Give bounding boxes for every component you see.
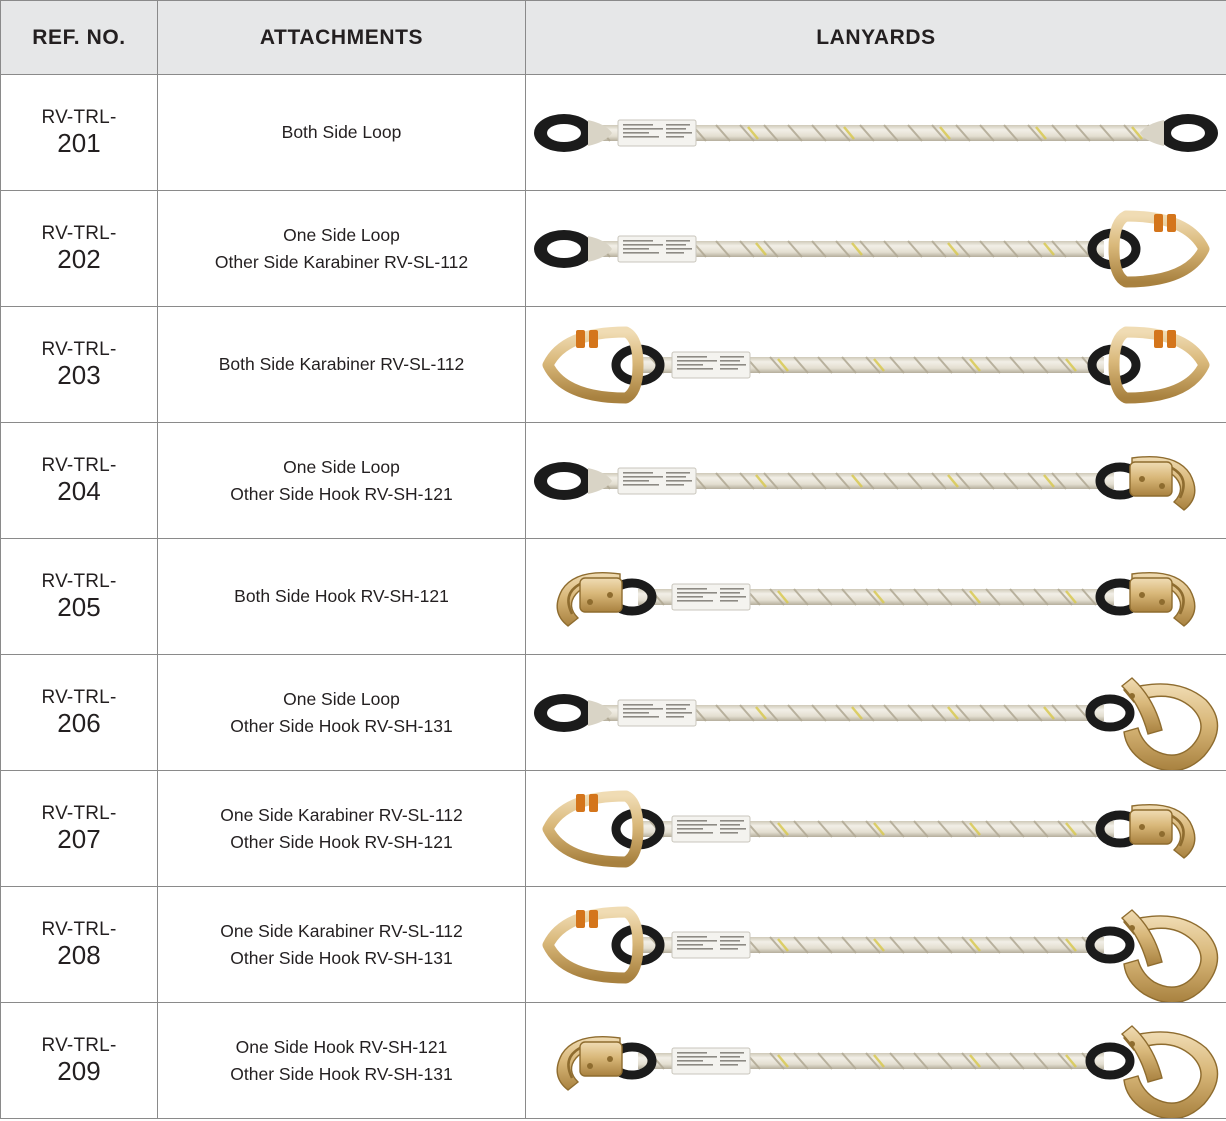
snap-hook-end-right xyxy=(1100,572,1195,625)
table-header xyxy=(1,1,1226,75)
attachment-line: Other Side Hook RV-SH-121 xyxy=(230,483,453,504)
attachments-cell xyxy=(158,191,526,307)
karabiner-end-right xyxy=(1092,214,1204,282)
table-row xyxy=(1,539,1226,655)
snap-hook-end-left xyxy=(557,572,652,625)
loop-end-left xyxy=(534,230,612,268)
column-header-ref-no: REF. NO. xyxy=(1,1,158,75)
ref-number: 205 xyxy=(57,592,101,623)
lanyard-cell xyxy=(526,887,1226,1003)
lanyard-cell xyxy=(526,539,1226,655)
column-header-attachments: ATTACHMENTS xyxy=(158,1,526,75)
ref-no-cell xyxy=(1,75,158,191)
attachment-line: Other Side Hook RV-SH-131 xyxy=(230,1063,453,1084)
ref-number: 209 xyxy=(57,1056,101,1087)
lanyard-both-side-karabiner xyxy=(526,308,1226,422)
attachments-cell xyxy=(158,75,526,191)
scaffold-hook-end-right xyxy=(1090,1026,1218,1118)
scaffold-hook-end-right xyxy=(1090,678,1218,770)
ref-number: 202 xyxy=(57,244,101,275)
snap-hook-end-right xyxy=(1100,456,1195,509)
attachment-line: Other Side Karabiner RV-SL-112 xyxy=(214,251,469,272)
attachment-line: One Side Karabiner RV-SL-112 xyxy=(220,921,463,942)
ref-prefix: RV-TRL- xyxy=(41,106,117,128)
lanyard-both-side-snaphook xyxy=(526,540,1226,654)
table-header-row xyxy=(1,1,1226,75)
lanyard-cell xyxy=(526,75,1226,191)
snap-hook-end-left xyxy=(557,1036,652,1089)
lanyard-cell xyxy=(526,655,1226,771)
attachments-cell xyxy=(158,539,526,655)
attachment-line: Both Side Hook RV-SH-121 xyxy=(234,586,449,607)
ref-prefix: RV-TRL- xyxy=(41,918,117,940)
lanyard-cell xyxy=(526,307,1226,423)
lanyard-karabiner-snaphook xyxy=(526,772,1226,886)
attachments-cell xyxy=(158,423,526,539)
loop-end-left xyxy=(534,462,612,500)
karabiner-end-left xyxy=(548,910,660,978)
table-row xyxy=(1,191,1226,307)
attachments-cell xyxy=(158,771,526,887)
lanyard-loop-scaffoldhook xyxy=(526,656,1226,770)
lanyard-karabiner-scaffoldhook xyxy=(526,888,1226,1002)
table-body xyxy=(1,75,1226,1119)
loop-end-left xyxy=(534,694,612,732)
column-header-lanyards: LANYARDS xyxy=(526,1,1226,75)
ref-number: 204 xyxy=(57,476,101,507)
ref-number: 208 xyxy=(57,940,101,971)
table-row xyxy=(1,1003,1226,1119)
scaffold-hook-end-right xyxy=(1090,910,1218,1002)
lanyard-snaphook-scaffoldhook xyxy=(526,1004,1226,1118)
lanyard-loop-karabiner xyxy=(526,192,1226,306)
ref-prefix: RV-TRL- xyxy=(41,222,117,244)
karabiner-end-left xyxy=(548,794,660,862)
karabiner-end-left xyxy=(548,330,660,398)
table-row xyxy=(1,887,1226,1003)
lanyard-cell xyxy=(526,423,1226,539)
attachment-line: Both Side Loop xyxy=(281,122,402,143)
ref-prefix: RV-TRL- xyxy=(41,454,117,476)
attachments-cell xyxy=(158,1003,526,1119)
table-row xyxy=(1,771,1226,887)
ref-no-cell xyxy=(1,887,158,1003)
lanyard-both-side-loop xyxy=(526,76,1226,190)
ref-number: 201 xyxy=(57,128,101,159)
attachment-line: One Side Loop xyxy=(283,225,400,246)
lanyard-cell xyxy=(526,771,1226,887)
loop-end-left xyxy=(534,114,612,152)
ref-no-cell xyxy=(1,1003,158,1119)
ref-prefix: RV-TRL- xyxy=(41,570,117,592)
lanyard-cell xyxy=(526,191,1226,307)
attachment-line: One Side Karabiner RV-SL-112 xyxy=(220,805,463,826)
attachment-line: Other Side Hook RV-SH-131 xyxy=(230,715,453,736)
lanyard-cell xyxy=(526,1003,1226,1119)
attachments-cell xyxy=(158,655,526,771)
ref-prefix: RV-TRL- xyxy=(41,802,117,824)
table-row xyxy=(1,75,1226,191)
attachment-line: Both Side Karabiner RV-SL-112 xyxy=(218,354,465,375)
ref-no-cell xyxy=(1,655,158,771)
attachment-line: Other Side Hook RV-SH-131 xyxy=(230,947,453,968)
attachments-cell xyxy=(158,307,526,423)
ref-number: 206 xyxy=(57,708,101,739)
attachment-line: One Side Hook RV-SH-121 xyxy=(235,1037,448,1058)
ref-prefix: RV-TRL- xyxy=(41,686,117,708)
ref-number: 207 xyxy=(57,824,101,855)
ref-prefix: RV-TRL- xyxy=(41,1034,117,1056)
attachment-line: One Side Loop xyxy=(283,689,400,710)
ref-prefix: RV-TRL- xyxy=(41,338,117,360)
snap-hook-end-right xyxy=(1100,804,1195,857)
ref-no-cell xyxy=(1,191,158,307)
attachments-cell xyxy=(158,887,526,1003)
ref-no-cell xyxy=(1,307,158,423)
table-row xyxy=(1,307,1226,423)
table-row xyxy=(1,655,1226,771)
attachment-line: Other Side Hook RV-SH-121 xyxy=(230,831,453,852)
table-row xyxy=(1,423,1226,539)
lanyard-loop-snaphook xyxy=(526,424,1226,538)
loop-end-right xyxy=(1140,114,1218,152)
ref-number: 203 xyxy=(57,360,101,391)
ref-no-cell xyxy=(1,539,158,655)
ref-no-cell xyxy=(1,423,158,539)
karabiner-end-right xyxy=(1092,330,1204,398)
ref-no-cell xyxy=(1,771,158,887)
attachment-line: One Side Loop xyxy=(283,457,400,478)
